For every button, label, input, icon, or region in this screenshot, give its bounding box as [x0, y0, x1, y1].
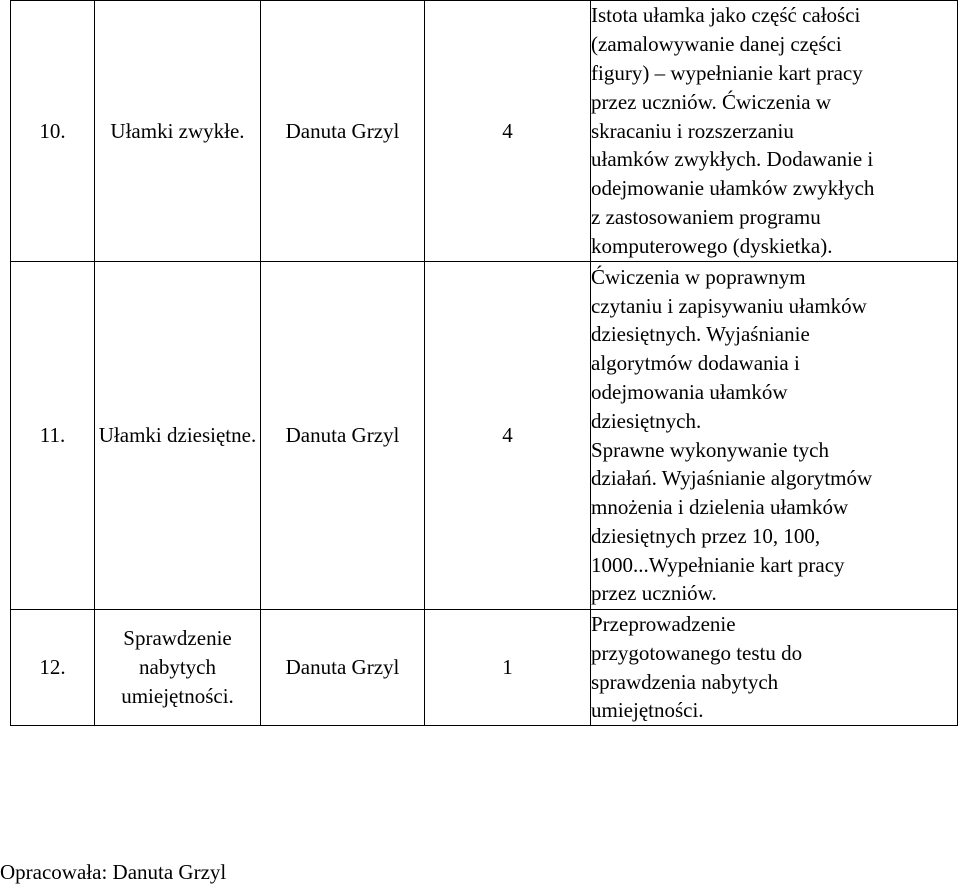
lesson-teacher: Danuta Grzyl [261, 610, 425, 726]
description-line: mnożenia i dzielenia ułamków [591, 495, 849, 520]
lesson-description [591, 1, 958, 262]
author-footer: Opracowała: Danuta Grzyl [0, 860, 227, 884]
lesson-plan-table [10, 0, 958, 726]
description-line: odejmowania ułamków [591, 379, 788, 404]
lesson-topic-line: Sprawdzenie [123, 626, 232, 651]
description-line: dziesiętnych. [591, 408, 702, 433]
lesson-topic-line: nabytych [139, 655, 216, 680]
table-row [11, 610, 958, 726]
description-line: dziesiętnych przez 10, 100, [591, 523, 821, 548]
lesson-description [591, 610, 958, 726]
description-line: algorytmów dodawania i [591, 351, 800, 376]
lesson-topic [95, 610, 261, 726]
lesson-number: 12. [11, 610, 95, 726]
lesson-topic-line: umiejętności. [121, 683, 234, 708]
description-line: skracaniu i rozszerzaniu [591, 118, 794, 143]
lesson-number: 10. [11, 1, 95, 262]
description-line: czytaniu i zapisywaniu ułamków [591, 293, 867, 318]
lesson-teacher: Danuta Grzyl [261, 1, 425, 262]
description-line: ułamków zwykłych. Dodawanie i [591, 147, 874, 172]
table-row [11, 1, 958, 262]
lesson-topic [95, 1, 261, 262]
description-line: Ćwiczenia w poprawnym [591, 264, 806, 289]
lesson-topic [95, 262, 261, 610]
description-line: przygotowanego testu do [591, 640, 803, 665]
lesson-topic-line: Ułamki dziesiętne. [98, 423, 257, 448]
description-line: Przeprowadzenie [591, 612, 736, 636]
description-line: dziesiętnych. Wyjaśnianie [591, 322, 810, 347]
lesson-hours: 4 [425, 262, 591, 610]
description-line: komputerowego (dyskietka). [591, 233, 833, 258]
description-line: przez uczniów. Ćwiczenia w [591, 89, 832, 114]
description-line: 1000...Wypełnianie kart pracy [591, 552, 845, 577]
lesson-topic-line: Ułamki zwykłe. [110, 118, 245, 143]
description-line: działań. Wyjaśnianie algorytmów [591, 466, 873, 491]
description-line: z zastosowaniem programu [591, 204, 821, 229]
lesson-description [591, 262, 958, 610]
lesson-teacher: Danuta Grzyl [261, 262, 425, 610]
description-line: (zamalowywanie danej części [591, 32, 842, 57]
lesson-number: 11. [11, 262, 95, 610]
description-line: odejmowanie ułamków zwykłych [591, 176, 875, 201]
description-line: sprawdzenia nabytych [591, 669, 779, 694]
description-line: figury) – wypełnianie kart pracy [591, 61, 863, 85]
description-line: Istota ułamka jako część całości [591, 3, 861, 28]
description-line: Sprawne wykonywanie tych [591, 437, 829, 462]
description-line: przez uczniów. [591, 581, 717, 606]
description-line: umiejętności. [591, 698, 704, 723]
lesson-hours: 1 [425, 610, 591, 726]
table-row [11, 262, 958, 610]
lesson-hours: 4 [425, 1, 591, 262]
